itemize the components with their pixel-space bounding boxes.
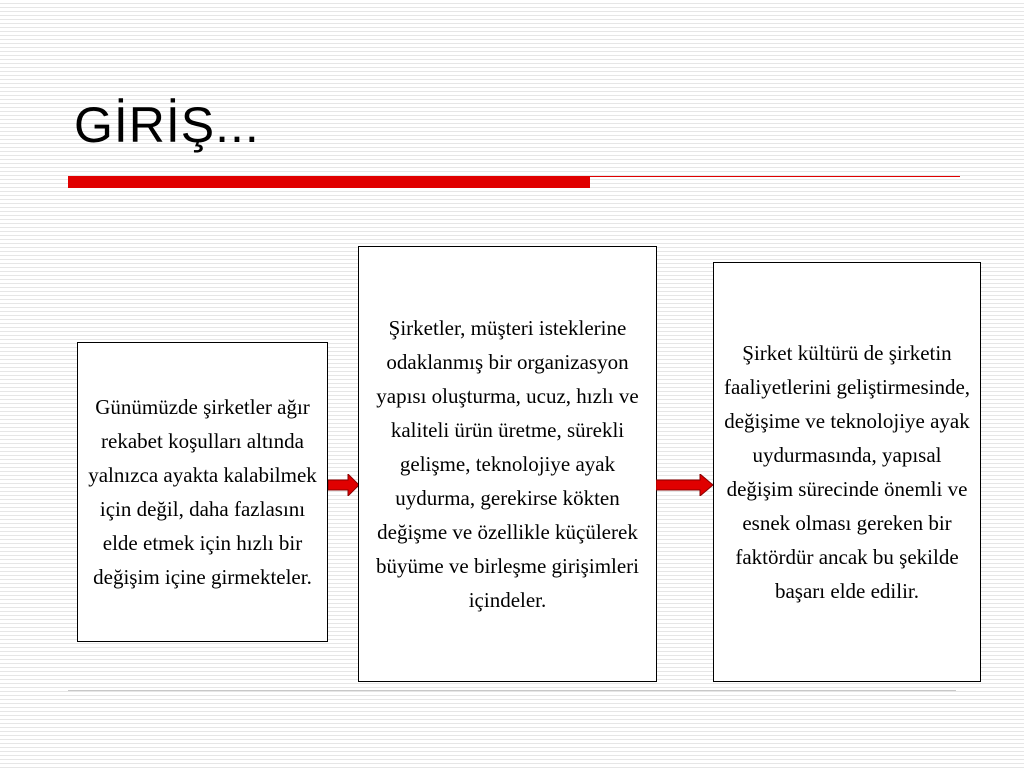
right-arrow-icon [328,474,360,496]
text-box-right [713,262,981,682]
right-arrow-icon [656,474,714,496]
footer-divider [68,690,956,691]
slide-title: GİRİŞ... [74,97,260,153]
text-box-middle [358,246,657,682]
title-underline-thick [68,176,590,188]
text-box-left [77,342,328,642]
text-box-middle-text: Şirketler, müşteri isteklerine odaklanmış bir organizasyon yapısı oluşturma, ucuz, hızlı ve kaliteli ürün üretme, sürekli gelişme, teknolojiye ayak uydurma, gerekirse kökten değişme ve özellikle küçülerek büyüme ve birleşme girişimleri içindeler. [375,316,640,612]
text-box-right-text: Şirket kültürü de şirketin faaliyetlerini geliştirmesinde, değişime ve teknolojiye ayak uydurmasında, yapısal değişim sürecinde önemli ve esnek olması gereken bir faktördür ancak bu şekilde başarı elde edilir. [723,341,971,603]
text-box-left-text: Günümüzde şirketler ağır rekabet koşulları altında yalnızca ayakta kalabilmek için değil, daha fazlasını elde etmek için hızlı bir değişim içine girmekteler. [88,395,317,589]
title-underline-thin [590,176,960,177]
